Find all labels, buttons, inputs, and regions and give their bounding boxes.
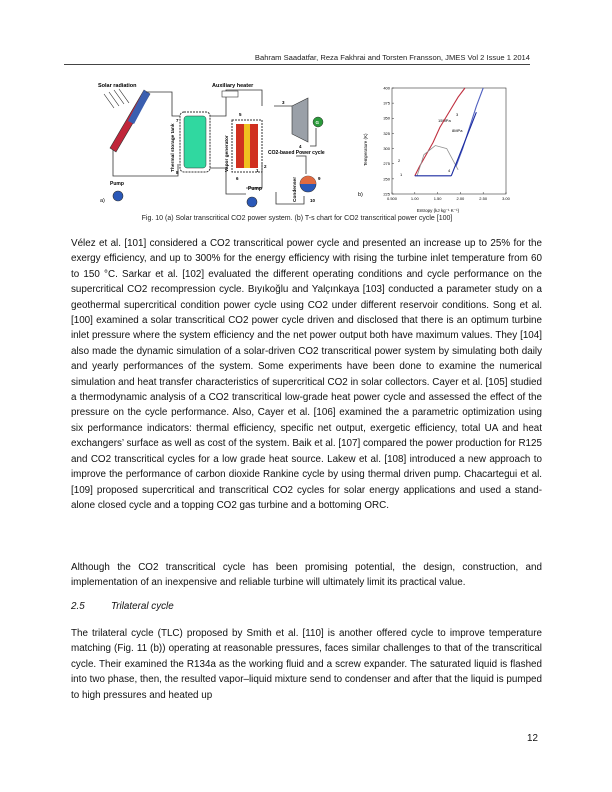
- x-tick-label: 3.00: [502, 196, 510, 201]
- state-number: 2: [264, 164, 267, 169]
- figure-caption: Fig. 10 (a) Solar transcritical CO2 power system. (b) T-s chart for CO2 transcritical power cycle [100]: [141, 215, 453, 222]
- figure-10: [96, 76, 516, 214]
- y-tick-label: 250: [383, 176, 390, 182]
- pump-left-label: Pump: [110, 181, 124, 187]
- state-number: 6: [236, 176, 239, 181]
- generator-symbol: G: [315, 120, 320, 125]
- state-number: 5: [239, 112, 242, 117]
- panel-label-a: a): [100, 198, 105, 204]
- state-number: 1: [256, 168, 259, 173]
- section-heading: [71, 601, 174, 612]
- system-diagram: [96, 76, 356, 214]
- annotation-state-1: 1: [400, 172, 403, 177]
- paragraph-2: Although the CO2 transcritical cycle has been promising potential, the design, construction, and implementation of an inexpensive and reliable turbine will ultimately limit its practical value.: [71, 562, 542, 589]
- x-tick-label: 1.50: [433, 196, 442, 201]
- ts-chart: [356, 76, 516, 214]
- condenser-label: Condenser: [293, 176, 298, 202]
- state-number: 7: [176, 118, 179, 123]
- annotation-15mpa: 15MPa: [438, 118, 451, 123]
- solar-collector: [110, 90, 150, 152]
- condenser: [300, 176, 316, 192]
- state-number: 8: [176, 170, 179, 175]
- x-tick-label: 0.500: [386, 196, 398, 201]
- plot-frame: [392, 88, 506, 194]
- y-tick-label: 400: [383, 85, 390, 91]
- x-tick-label: 2.00: [456, 196, 465, 201]
- state-number: 3: [282, 100, 285, 105]
- y-tick-label: 375: [383, 100, 390, 106]
- x-tick-label: 2.50: [479, 196, 488, 201]
- y-tick-label: 225: [383, 191, 390, 197]
- annotation-state-3: 3: [456, 112, 459, 117]
- section-number: 2.5: [71, 601, 85, 612]
- header-rule: [64, 64, 530, 65]
- y-tick-label: 350: [383, 115, 390, 121]
- turbine: [292, 98, 308, 142]
- pump-right-label: Pump: [248, 186, 262, 192]
- section-title: Trilateral cycle: [111, 601, 174, 612]
- annotation-8mpa: 8MPa: [452, 128, 463, 133]
- x-axis-label: Entropy (kJ kg⁻¹ K⁻¹): [416, 208, 460, 213]
- y-tick-label: 300: [383, 145, 390, 151]
- pump-left-icon: [113, 191, 123, 201]
- thermal-storage-tank-label: Thermal storage tank: [171, 123, 176, 172]
- piping: [113, 90, 316, 204]
- page-number: 12: [527, 733, 538, 744]
- annotation-state-4: 4: [448, 168, 451, 173]
- solar-radiation-label: Solar radiation: [98, 83, 137, 89]
- annotation-state-2: 2: [398, 158, 401, 163]
- y-tick-label: 325: [383, 130, 390, 136]
- auxiliary-heater: [222, 91, 238, 97]
- thermal-storage-tank: [180, 112, 210, 172]
- vapor-generator-label: Vapor generator: [225, 135, 230, 172]
- vapor-generator: [232, 120, 262, 172]
- paragraph-3: The trilateral cycle (TLC) proposed by Smith et al. [110] is another offered cycle to improve temperature matching (Fig. 11 (b)) operating at reasonable pressures, faces similar challenges to that of the transcritical cycle. Their examined the R134a as the working fluid and a screw expander. The saturated liquid is flashed into two phase, then, the resulted vapor–liquid mixture send to condenser and after that the liquid is pumped to high pressures and heated up: [71, 628, 542, 701]
- x-tick-label: 1.00: [410, 196, 419, 201]
- running-head: Bahram Saadatfar, Reza Fakhrai and Torsten Fransson, JMES Vol 2 Issue 1 2014: [254, 53, 530, 62]
- paragraph-1: Vélez et al. [101] considered a CO2 transcritical power cycle and presented an increase up to 25% for the exergy efficiency, and up to 300% for the energy efficiency with rising the turbine inlet temperature from 60 to 150 °C. Sarkar et al. [102] evaluated the different operating conditions and cycle performance on the supercritical CO2 recompression cycle. Bıyıkoğlu and Yalçınkaya [103] conducted a parameter study on a geothermal supercritical condition power cycle using CO2 under different reservoir conditions. Song et al. [100] examined a solar transcritical CO2 power cycle driven and disclosed that there is an optimum turbine inlet pressure where the system efficiency and the net power output both have maximum values. They [104] also made the dynamic simulation of a solar-driven CO2 transcritical power system by simulating both daily and yearly performances of the system. Some experiments have been done to examine the numerical simulation and heat transfer characteristics of supercritical CO2 in solar collectors. Cayer et al. [105] studied a thermodynamic analysis of a CO2 transcritical low-grade heat power cycle and assessed the effect of the pressure on the cycle performance. Also, Cayer et al. [106] examined the a parametric optimization using six performance indicators: thermal efficiency, specific net output, exergetic efficiency, total UA and heat exchangers’ surface as well as cost of the system. Baik et al. [107] compared the power production for R125 and CO2 transcritical cycles for a low grade heat source. Lakew et al. [108] introduced a new approach to improve the performance of carbon dioxide Rankine cycle by using thermal driven pump. Chacartegui et al. [109] proposed supercritical and transcritical CO2 cycles for solar energy applications and used a stand-alone closed cycle and a topping CO2 gas turbine and a bottoming ORC.: [71, 238, 542, 511]
- state-number: 9: [318, 176, 321, 181]
- y-tick-label: 275: [383, 161, 390, 167]
- sun-rays-icon: [104, 89, 129, 108]
- auxiliary-heater-label: Auxiliary heater: [212, 83, 254, 89]
- y-axis-label: Temperature (K): [363, 133, 368, 166]
- co2-cycle-label: CO2-based Power cycle: [268, 150, 325, 156]
- state-number: 10: [310, 198, 316, 203]
- series-line-5: [451, 112, 476, 176]
- panel-label-b: b): [358, 192, 363, 198]
- state-number: 4: [299, 144, 302, 149]
- pump-right-icon: [247, 197, 257, 207]
